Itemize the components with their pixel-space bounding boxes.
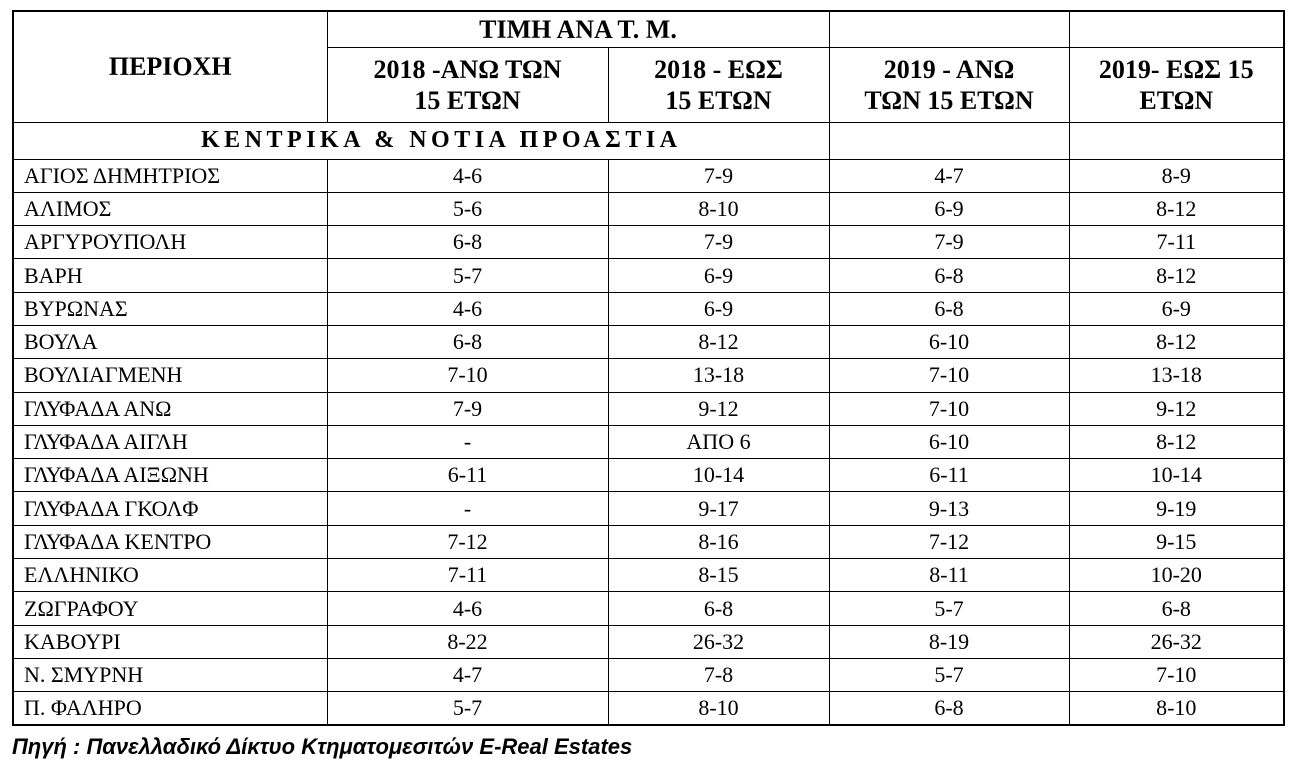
price-2018-over-15-cell: 7-10 <box>327 359 608 392</box>
table-header <box>13 11 1284 122</box>
section-body <box>13 122 1284 159</box>
price-2018-up-to-15-cell: 6-9 <box>608 259 829 292</box>
price-2018-up-to-15-cell: 7-9 <box>608 159 829 192</box>
table-row <box>13 159 1284 192</box>
price-2018-up-to-15-cell: 8-15 <box>608 559 829 592</box>
table-row <box>13 392 1284 425</box>
price-2019-up-to-15-cell: 10-20 <box>1069 559 1284 592</box>
area-cell: ΕΛΛΗΝΙΚΟ <box>13 559 327 592</box>
table-row <box>13 292 1284 325</box>
price-2018-over-15-cell: 6-8 <box>327 325 608 358</box>
price-2019-over-15-cell: 8-19 <box>829 625 1069 658</box>
column-header-line: 2019- ΕΩΣ 15 <box>1098 54 1254 84</box>
area-cell: ΓΛΥΦΑΔΑ ΓΚΟΛΦ <box>13 492 327 525</box>
price-2019-over-15-cell: 9-13 <box>829 492 1069 525</box>
price-2018-up-to-15-cell: 8-10 <box>608 192 829 225</box>
column-header-2019-up-to-15-years <box>1069 47 1284 122</box>
price-2018-over-15-cell: 4-6 <box>327 159 608 192</box>
column-header-2018-up-to-15-years <box>608 47 829 122</box>
price-2018-over-15-cell: 8-22 <box>327 625 608 658</box>
column-header-line: 15 ΕΤΩΝ <box>414 85 521 115</box>
price-2018-up-to-15-cell: 8-10 <box>608 692 829 725</box>
price-2019-over-15-cell: 6-8 <box>829 692 1069 725</box>
area-cell: ΒΟΥΛΑ <box>13 325 327 358</box>
price-2019-over-15-cell: 5-7 <box>829 592 1069 625</box>
price-per-sqm-header: ΤΙΜΗ ΑΝΑ Τ. Μ. <box>327 11 829 47</box>
price-2018-up-to-15-cell: 6-8 <box>608 592 829 625</box>
column-header-line: 2018 -ΑΝΩ ΤΩΝ <box>373 54 562 84</box>
price-2019-over-15-cell: 4-7 <box>829 159 1069 192</box>
area-cell: ΒΑΡΗ <box>13 259 327 292</box>
price-2018-up-to-15-cell: 13-18 <box>608 359 829 392</box>
table-row <box>13 559 1284 592</box>
area-cell: ΑΓΙΟΣ ΔΗΜΗΤΡΙΟΣ <box>13 159 327 192</box>
area-cell: ΒΟΥΛΙΑΓΜΕΝΗ <box>13 359 327 392</box>
table-row <box>13 325 1284 358</box>
price-2019-over-15-cell: 6-9 <box>829 192 1069 225</box>
table-row <box>13 658 1284 691</box>
price-2019-up-to-15-cell: 26-32 <box>1069 625 1284 658</box>
price-2018-up-to-15-cell: 10-14 <box>608 459 829 492</box>
area-cell: ΓΛΥΦΑΔΑ ΚΕΝΤΡΟ <box>13 525 327 558</box>
price-2019-up-to-15-cell: 9-15 <box>1069 525 1284 558</box>
price-2019-up-to-15-cell: 10-14 <box>1069 459 1284 492</box>
table-row <box>13 625 1284 658</box>
price-2018-over-15-cell: 7-9 <box>327 392 608 425</box>
price-2018-over-15-cell: - <box>327 492 608 525</box>
area-cell: ΑΛΙΜΟΣ <box>13 192 327 225</box>
table-row <box>13 492 1284 525</box>
price-2018-up-to-15-cell: 7-9 <box>608 226 829 259</box>
price-2019-over-15-cell: 7-10 <box>829 359 1069 392</box>
section-row <box>13 122 1284 159</box>
price-2019-up-to-15-cell: 8-12 <box>1069 425 1284 458</box>
price-2018-over-15-cell: 5-7 <box>327 692 608 725</box>
column-header-line: 2018 - ΕΩΣ <box>654 54 783 84</box>
price-2019-over-15-cell: 6-10 <box>829 325 1069 358</box>
column-header-line: 2019 - ΑΝΩ <box>883 54 1015 84</box>
table-row <box>13 259 1284 292</box>
price-2019-up-to-15-cell: 9-12 <box>1069 392 1284 425</box>
area-cell: ΓΛΥΦΑΔΑ ΑΝΩ <box>13 392 327 425</box>
price-2019-up-to-15-cell: 7-10 <box>1069 658 1284 691</box>
price-2019-up-to-15-cell: 6-8 <box>1069 592 1284 625</box>
area-cell: ΓΛΥΦΑΔΑ ΑΙΞΩΝΗ <box>13 459 327 492</box>
area-cell: ΒΥΡΩΝΑΣ <box>13 292 327 325</box>
area-cell: ΑΡΓΥΡΟΥΠΟΛΗ <box>13 226 327 259</box>
area-cell: ΓΛΥΦΑΔΑ ΑΙΓΛΗ <box>13 425 327 458</box>
section-title: ΚΕΝΤΡΙΚΑ & ΝΟΤΙΑ ΠΡΟΑΣΤΙΑ <box>13 122 829 159</box>
header-row-top <box>13 11 1284 47</box>
empty-header-cell <box>829 11 1069 47</box>
price-2018-over-15-cell: - <box>327 425 608 458</box>
price-2019-up-to-15-cell: 13-18 <box>1069 359 1284 392</box>
table-row <box>13 592 1284 625</box>
price-2019-up-to-15-cell: 8-12 <box>1069 259 1284 292</box>
price-2019-over-15-cell: 5-7 <box>829 658 1069 691</box>
area-cell: ΖΩΓΡΑΦΟΥ <box>13 592 327 625</box>
price-2018-over-15-cell: 6-11 <box>327 459 608 492</box>
price-2018-up-to-15-cell: ΑΠΟ 6 <box>608 425 829 458</box>
price-2018-over-15-cell: 4-6 <box>327 592 608 625</box>
empty-section-cell <box>829 122 1069 159</box>
price-2018-up-to-15-cell: 8-12 <box>608 325 829 358</box>
price-2018-up-to-15-cell: 7-8 <box>608 658 829 691</box>
column-header-line: 15 ΕΤΩΝ <box>665 85 772 115</box>
price-2019-up-to-15-cell: 7-11 <box>1069 226 1284 259</box>
price-2019-over-15-cell: 6-11 <box>829 459 1069 492</box>
area-column-header: ΠΕΡΙΟΧΗ <box>13 11 327 122</box>
price-2019-up-to-15-cell: 9-19 <box>1069 492 1284 525</box>
price-2019-over-15-cell: 7-10 <box>829 392 1069 425</box>
table-body <box>13 159 1284 725</box>
area-cell: Π. ΦΑΛΗΡΟ <box>13 692 327 725</box>
price-table <box>12 10 1285 726</box>
price-2018-up-to-15-cell: 26-32 <box>608 625 829 658</box>
empty-section-cell <box>1069 122 1284 159</box>
price-2019-over-15-cell: 8-11 <box>829 559 1069 592</box>
column-header-2018-over-15-years <box>327 47 608 122</box>
column-header-line: ΕΤΩΝ <box>1139 85 1214 115</box>
price-2018-up-to-15-cell: 9-17 <box>608 492 829 525</box>
column-header-line: ΤΩΝ 15 ΕΤΩΝ <box>864 85 1034 115</box>
price-2019-up-to-15-cell: 8-12 <box>1069 192 1284 225</box>
price-2019-over-15-cell: 6-10 <box>829 425 1069 458</box>
price-2019-over-15-cell: 7-9 <box>829 226 1069 259</box>
table-row <box>13 359 1284 392</box>
price-2019-over-15-cell: 6-8 <box>829 292 1069 325</box>
table-row <box>13 226 1284 259</box>
price-2019-over-15-cell: 7-12 <box>829 525 1069 558</box>
area-cell: Ν. ΣΜΥΡΝΗ <box>13 658 327 691</box>
area-cell: ΚΑΒΟΥΡΙ <box>13 625 327 658</box>
price-2018-over-15-cell: 7-12 <box>327 525 608 558</box>
price-2018-over-15-cell: 6-8 <box>327 226 608 259</box>
price-2018-up-to-15-cell: 9-12 <box>608 392 829 425</box>
table-row <box>13 525 1284 558</box>
price-2019-up-to-15-cell: 8-9 <box>1069 159 1284 192</box>
table-row <box>13 425 1284 458</box>
table-row <box>13 192 1284 225</box>
price-2018-up-to-15-cell: 8-16 <box>608 525 829 558</box>
price-2019-over-15-cell: 6-8 <box>829 259 1069 292</box>
price-2018-over-15-cell: 5-7 <box>327 259 608 292</box>
price-2018-up-to-15-cell: 6-9 <box>608 292 829 325</box>
price-2018-over-15-cell: 4-6 <box>327 292 608 325</box>
table-row <box>13 459 1284 492</box>
price-2019-up-to-15-cell: 8-10 <box>1069 692 1284 725</box>
column-header-2019-over-15-years <box>829 47 1069 122</box>
empty-header-cell <box>1069 11 1284 47</box>
source-note: Πηγή : Πανελλαδικό Δίκτυο Κτηματομεσιτών E-Real Estates <box>12 734 633 759</box>
price-2019-up-to-15-cell: 6-9 <box>1069 292 1284 325</box>
price-2018-over-15-cell: 5-6 <box>327 192 608 225</box>
price-2019-up-to-15-cell: 8-12 <box>1069 325 1284 358</box>
table-row <box>13 692 1284 725</box>
price-2018-over-15-cell: 7-11 <box>327 559 608 592</box>
price-2018-over-15-cell: 4-7 <box>327 658 608 691</box>
